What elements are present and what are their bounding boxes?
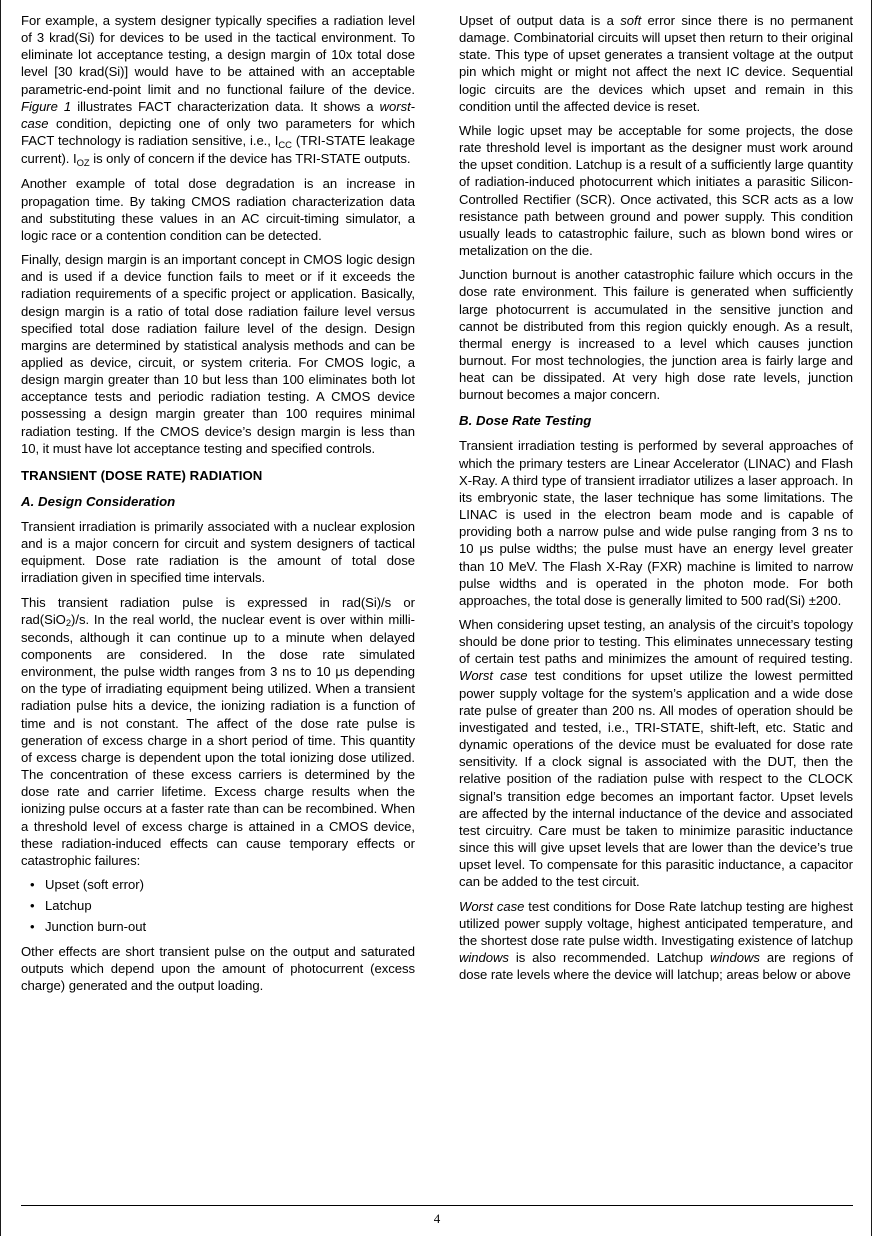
bullet-icon: • bbox=[30, 898, 35, 914]
bullet-icon: • bbox=[30, 919, 35, 935]
list-item-label: Upset (soft error) bbox=[45, 877, 144, 893]
paragraph: Finally, design margin is an important concept in CMOS logic design and is used if a device function fails to meet or if it exceeds the radiation requirements of a specific project or application. Basically, design margin is a ratio of total dose radiation failure level versus specified total dose radiation failure level of the design. Design margins are determined by statistical analysis methods and can be applied as device, circuit, or system criteria. For CMOS logic, a design margin greater than 10 but less than 100 eliminates both lot acceptance tests and periodic radiation testing. A CMOS device possessing a design margin greater than 100 requires minimal radiation testing. If the CMOS device’s design margin is less than 10, it must have lot acceptance testing and specified controls. bbox=[21, 252, 415, 456]
page-footer bbox=[21, 1205, 853, 1226]
paragraph: Worst case test conditions for Dose Rate latchup testing are highest utilized power supply voltage, highest anticipated temperature, and the shortest dose rate pulse width. Investigating existence of latchup windows is also recommended. Latchup windows are regions of dose rate levels where the device will latchup; areas below or above bbox=[459, 898, 853, 983]
paragraph: Junction burnout is another catastrophic failure which occurs in the dose rate environment. This failure is generated when sufficiently large photocurrent is accumulated in the sensitive junction and cannot be distributed from this region quickly enough. As a result, thermal energy is increased to a level which causes junction burnout. For most technologies, the junction area is fairly large and heat can be dissipated. At very high dose rate levels, junction burnout becomes a major concern. bbox=[459, 267, 853, 403]
footer-divider bbox=[21, 1205, 853, 1206]
left-column bbox=[21, 12, 415, 1001]
list-item bbox=[21, 897, 415, 914]
paragraph: This transient radiation pulse is expressed in rad(Si)/s or rad(SiO$_2$)/s. In the real world, the nuclear event is over within milli-seconds, although it can continue up to a minute when delayed components are considered. In the dose rate simulated environment, the pulse width ranges from 3 ns to 10 μs depending on the type of irradiating equipment being utilized. When a transient radiation pulse hits a device, the ionizing radiation is a function of time and is not constant. The affect of the dose rate pulse is generation of excess charge in a short period of time. This quantity of excess charge is dependent upon the total ionizing dose utilized. The concentration of these excess carriers is determined by the dose rate and carrier lifetime. Excess charge results when the ionizing pulse occurs at a faster rate than can be recombined. When a threshold level of excess charge is attained in a CMOS device, these radiation-induced effects can cause temporary effects or catastrophic failures: bbox=[21, 594, 415, 868]
right-column bbox=[459, 12, 853, 1001]
paragraph: Upset of output data is a soft error since there is no permanent damage. Combinatorial circuits will upset then return to their original state. This type of upset generates a transient voltage at the output pin which might or might not affect the next IC device. Sequential logic circuits are the devices which upset and remain in this condition until the affected device is reset. bbox=[459, 13, 853, 114]
paragraph: Transient irradiation is primarily associated with a nuclear explosion and is a major concern for circuit and system designers of tactical equipment. Dose rate radiation is the amount of total dose irradiation given in specified time intervals. bbox=[21, 518, 415, 586]
two-column-body bbox=[21, 12, 853, 1001]
bullet-icon: • bbox=[30, 877, 35, 893]
paragraph: Transient irradiation testing is performed by several approaches of which the primary testers are Linear Accelerator (LINAC) and Flash X-Ray. A third type of transient irradiator utilizes a laser approach. In its embryonic state, the laser technique has some limitations. The LINAC is used in the electron beam mode and is capable of providing both a narrow pulse and wide pulse ranging from 3 ns to 10 μs pulse widths; the pulse must have an energy level greater than 10 MeV. The Flash X-Ray (FXR) machine is limited to narrow pulse widths and is operated in the photon mode. For both approaches, the total dose is generally limited to 500 rad(Si) ±200. bbox=[459, 438, 853, 608]
paragraph: When considering upset testing, an analysis of the circuit’s topology should be done prior to testing. This eliminates unnecessary testing of certain test paths and minimizes the amount of required testing. Worst case test conditions for upset utilize the lowest permitted power supply voltage for the system’s application and a wide dose rate pulse of greater than 200 ns. All modes of operation should be investigated and tested, i.e., TRI-STATE, shift-left, etc. Static and dynamic operations of the device must be evaluated for dose rate sensitivity. If a clock signal is associated with the DUT, then the relative position of the radiation pulse with respect to the CLOCK signal’s transition edge becomes an important factor. Upset levels are affected by the internal inductance of the device and associated test circuitry. Care must be taken to minimize parasitic inductance since this will give upset levels that are lower than the device’s true upset level. To compensate for this parasitic inductance, a capacitor can be added to the test circuit. bbox=[459, 617, 853, 890]
sub-heading: A. Design Consideration bbox=[21, 493, 176, 509]
section-heading: TRANSIENT (DOSE RATE) RADIATION bbox=[21, 467, 263, 483]
paragraph: For example, a system designer typically specifies a radiation level of 3 krad(Si) for devices to be used in the tactical environment. To eliminate lot acceptance testing, a design margin of 10x total dose level [30 krad(Si)] would have to be attained with an acceptable parametric-end-point limit and no functional failure of the device. Figure 1 illustrates FACT characterization data. It shows a worst-case condition, depicting one of only two parameters for which FACT technology is radiation sensitive, i.e., $I_{CC}$ (TRI-STATE leakage current). $I_{OZ}$ is only of concern if the device has TRI-STATE outputs. bbox=[21, 13, 415, 168]
list-item bbox=[21, 918, 415, 935]
page-number: 4 bbox=[433, 1211, 441, 1226]
bullet-list bbox=[21, 876, 415, 935]
list-item-label: Latchup bbox=[45, 898, 92, 914]
paragraph: Other effects are short transient pulse on the output and saturated outputs which depend upon the amount of photocurrent (excess charge) generated and the output loading. bbox=[21, 943, 415, 993]
list-item bbox=[21, 876, 415, 893]
paragraph: While logic upset may be acceptable for some projects, the dose rate threshold level is important as the designer must work around the upset condition. Latchup is a result of a sufficiently large quantity of radiation-induced photocurrent which initiates a parasitic Silicon-Controlled Rectifier (SCR). Once activated, this SCR acts as a low resistance path between ground and power supply. This condition usually leads to catastrophic failure, such as blown bond wires or metalization on the die. bbox=[459, 122, 853, 259]
sub-heading: B. Dose Rate Testing bbox=[459, 413, 592, 429]
paragraph: Another example of total dose degradation is an increase in propagation time. By taking CMOS radiation characterization data and substituting these values in an AC circuit-timing simulator, a logic race or a contention condition can be detected. bbox=[21, 176, 415, 243]
list-item-label: Junction burn-out bbox=[45, 919, 147, 935]
